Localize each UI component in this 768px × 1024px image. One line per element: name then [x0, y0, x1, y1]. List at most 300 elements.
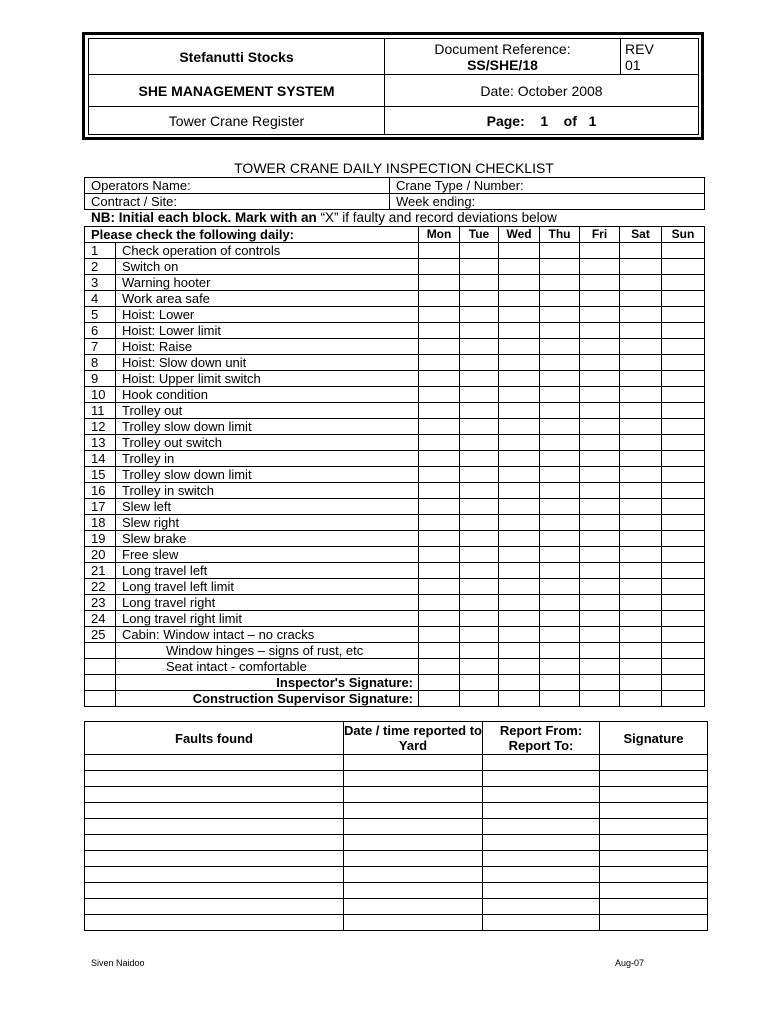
- fault-cell[interactable]: [344, 867, 483, 883]
- day-check-cell[interactable]: [419, 275, 460, 291]
- fault-cell[interactable]: [85, 819, 344, 835]
- day-check-cell[interactable]: [620, 627, 662, 643]
- day-check-cell[interactable]: [580, 419, 620, 435]
- day-check-cell[interactable]: [620, 563, 662, 579]
- fault-row: [85, 867, 708, 883]
- fault-cell[interactable]: [344, 883, 483, 899]
- fault-cell[interactable]: [600, 867, 708, 883]
- day-check-cell[interactable]: [662, 339, 705, 355]
- day-check-cell[interactable]: [419, 547, 460, 563]
- day-check-cell[interactable]: [499, 275, 540, 291]
- day-check-cell[interactable]: [419, 563, 460, 579]
- day-check-cell[interactable]: [580, 691, 620, 707]
- day-check-cell[interactable]: [662, 563, 705, 579]
- day-check-cell[interactable]: [620, 483, 662, 499]
- day-check-cell[interactable]: [540, 435, 580, 451]
- day-check-cell[interactable]: [662, 323, 705, 339]
- day-check-cell[interactable]: [662, 403, 705, 419]
- day-header: Wed: [499, 227, 540, 243]
- day-check-cell[interactable]: [460, 579, 499, 595]
- header-table: [88, 38, 699, 135]
- fault-cell[interactable]: [483, 755, 600, 771]
- day-check-cell[interactable]: [460, 275, 499, 291]
- fault-cell[interactable]: [600, 771, 708, 787]
- day-check-cell[interactable]: [580, 403, 620, 419]
- day-check-cell[interactable]: [662, 643, 705, 659]
- fault-cell[interactable]: [344, 899, 483, 915]
- day-check-cell[interactable]: [540, 531, 580, 547]
- day-check-cell[interactable]: [460, 403, 499, 419]
- day-check-cell[interactable]: [419, 243, 460, 259]
- day-check-cell[interactable]: [499, 579, 540, 595]
- day-check-cell[interactable]: [620, 435, 662, 451]
- item-text: Free slew: [116, 547, 419, 563]
- fault-cell[interactable]: [85, 771, 344, 787]
- fault-cell[interactable]: [483, 867, 600, 883]
- contract-site-field[interactable]: Contract / Site:: [85, 194, 390, 210]
- info-table: [84, 177, 705, 210]
- day-check-cell[interactable]: [499, 595, 540, 611]
- day-check-cell[interactable]: [460, 467, 499, 483]
- management-system: SHE MANAGEMENT SYSTEM: [89, 75, 385, 107]
- day-check-cell[interactable]: [419, 451, 460, 467]
- day-check-cell[interactable]: [460, 387, 499, 403]
- inspection-checklist: [84, 226, 705, 707]
- day-check-cell[interactable]: [499, 659, 540, 675]
- day-check-cell[interactable]: [419, 371, 460, 387]
- day-check-cell[interactable]: [580, 531, 620, 547]
- checklist-row: [85, 467, 705, 483]
- day-check-cell[interactable]: [620, 259, 662, 275]
- day-check-cell[interactable]: [460, 515, 499, 531]
- day-check-cell[interactable]: [662, 627, 705, 643]
- fault-cell[interactable]: [483, 819, 600, 835]
- day-check-cell[interactable]: [460, 547, 499, 563]
- day-check-cell[interactable]: [580, 483, 620, 499]
- day-check-cell[interactable]: [540, 499, 580, 515]
- day-check-cell[interactable]: [540, 675, 580, 691]
- item-number: 17: [85, 499, 116, 515]
- day-check-cell[interactable]: [620, 515, 662, 531]
- day-check-cell[interactable]: [620, 243, 662, 259]
- day-check-cell[interactable]: [540, 611, 580, 627]
- fault-cell[interactable]: [344, 755, 483, 771]
- day-check-cell[interactable]: [460, 435, 499, 451]
- day-check-cell[interactable]: [499, 531, 540, 547]
- day-check-cell[interactable]: [540, 563, 580, 579]
- day-check-cell[interactable]: [540, 403, 580, 419]
- day-check-cell[interactable]: [662, 691, 705, 707]
- day-check-cell[interactable]: [540, 467, 580, 483]
- fault-cell[interactable]: [600, 915, 708, 931]
- day-check-cell[interactable]: [620, 387, 662, 403]
- day-check-cell[interactable]: [540, 643, 580, 659]
- day-check-cell[interactable]: [662, 515, 705, 531]
- fault-cell[interactable]: [600, 883, 708, 899]
- day-check-cell[interactable]: [620, 595, 662, 611]
- checklist-row: [85, 515, 705, 531]
- day-check-cell[interactable]: [540, 275, 580, 291]
- item-number: 4: [85, 291, 116, 307]
- day-check-cell[interactable]: [662, 611, 705, 627]
- fault-cell[interactable]: [600, 851, 708, 867]
- fault-cell[interactable]: [344, 803, 483, 819]
- day-check-cell[interactable]: [580, 435, 620, 451]
- day-check-cell[interactable]: [580, 659, 620, 675]
- day-check-cell[interactable]: [620, 291, 662, 307]
- day-check-cell[interactable]: [662, 419, 705, 435]
- day-check-cell[interactable]: [580, 259, 620, 275]
- day-check-cell[interactable]: [499, 643, 540, 659]
- day-check-cell[interactable]: [580, 675, 620, 691]
- day-check-cell[interactable]: [662, 483, 705, 499]
- day-check-cell[interactable]: [419, 627, 460, 643]
- fault-cell[interactable]: [600, 819, 708, 835]
- day-check-cell[interactable]: [662, 355, 705, 371]
- fault-cell[interactable]: [85, 851, 344, 867]
- day-check-cell[interactable]: [662, 579, 705, 595]
- day-check-cell[interactable]: [499, 323, 540, 339]
- day-check-cell[interactable]: [580, 307, 620, 323]
- fault-cell[interactable]: [344, 819, 483, 835]
- fault-row: [85, 787, 708, 803]
- day-check-cell[interactable]: [620, 355, 662, 371]
- day-check-cell[interactable]: [499, 307, 540, 323]
- day-check-cell[interactable]: [580, 243, 620, 259]
- day-check-cell[interactable]: [620, 643, 662, 659]
- day-check-cell[interactable]: [460, 339, 499, 355]
- day-check-cell[interactable]: [460, 259, 499, 275]
- day-check-cell[interactable]: [460, 691, 499, 707]
- signature-label: Inspector's Signature:: [116, 675, 419, 691]
- day-check-cell[interactable]: [580, 515, 620, 531]
- faults-header: Signature: [600, 722, 708, 755]
- fault-cell[interactable]: [85, 787, 344, 803]
- day-check-cell[interactable]: [620, 451, 662, 467]
- day-check-cell[interactable]: [662, 499, 705, 515]
- day-check-cell[interactable]: [662, 531, 705, 547]
- item-number: 7: [85, 339, 116, 355]
- day-check-cell[interactable]: [540, 483, 580, 499]
- day-check-cell[interactable]: [580, 547, 620, 563]
- day-check-cell[interactable]: [460, 355, 499, 371]
- day-check-cell[interactable]: [499, 403, 540, 419]
- day-check-cell[interactable]: [540, 579, 580, 595]
- nb-rest: “X” if faulty and record deviations below: [320, 210, 557, 225]
- day-check-cell[interactable]: [419, 531, 460, 547]
- item-number: 22: [85, 579, 116, 595]
- day-check-cell[interactable]: [540, 659, 580, 675]
- item-text: Hoist: Lower limit: [116, 323, 419, 339]
- fault-row: [85, 755, 708, 771]
- faults-header: Faults found: [85, 722, 344, 755]
- day-check-cell[interactable]: [540, 323, 580, 339]
- day-check-cell[interactable]: [620, 579, 662, 595]
- day-check-cell[interactable]: [580, 467, 620, 483]
- day-check-cell[interactable]: [499, 243, 540, 259]
- fault-cell[interactable]: [344, 771, 483, 787]
- day-check-cell[interactable]: [499, 499, 540, 515]
- checklist-row: [85, 371, 705, 387]
- nb-bold: NB: Initial each block. Mark with an: [91, 210, 321, 225]
- day-check-cell[interactable]: [499, 515, 540, 531]
- day-check-cell[interactable]: [620, 611, 662, 627]
- day-check-cell[interactable]: [499, 467, 540, 483]
- fault-cell[interactable]: [85, 915, 344, 931]
- day-check-cell[interactable]: [662, 547, 705, 563]
- week-ending-field[interactable]: Week ending:: [390, 194, 705, 210]
- item-text: Hoist: Upper limit switch: [116, 371, 419, 387]
- day-check-cell[interactable]: [460, 483, 499, 499]
- day-check-cell[interactable]: [499, 627, 540, 643]
- day-check-cell[interactable]: [499, 291, 540, 307]
- fault-row: [85, 915, 708, 931]
- day-check-cell[interactable]: [460, 451, 499, 467]
- fault-cell[interactable]: [600, 787, 708, 803]
- fault-cell[interactable]: [483, 771, 600, 787]
- day-check-cell[interactable]: [419, 291, 460, 307]
- fault-cell[interactable]: [483, 915, 600, 931]
- day-check-cell[interactable]: [662, 467, 705, 483]
- fault-cell[interactable]: [483, 787, 600, 803]
- fault-cell[interactable]: [344, 851, 483, 867]
- day-check-cell[interactable]: [662, 243, 705, 259]
- day-check-cell[interactable]: [580, 499, 620, 515]
- day-check-cell[interactable]: [419, 659, 460, 675]
- day-check-cell[interactable]: [499, 387, 540, 403]
- day-check-cell[interactable]: [662, 371, 705, 387]
- day-check-cell[interactable]: [580, 643, 620, 659]
- day-check-cell[interactable]: [580, 371, 620, 387]
- day-check-cell[interactable]: [499, 611, 540, 627]
- day-check-cell[interactable]: [620, 547, 662, 563]
- item-number-empty: [85, 659, 116, 675]
- checklist-row: [85, 243, 705, 259]
- day-check-cell[interactable]: [580, 355, 620, 371]
- day-check-cell[interactable]: [419, 467, 460, 483]
- day-check-cell[interactable]: [499, 339, 540, 355]
- day-check-cell[interactable]: [419, 595, 460, 611]
- day-check-cell[interactable]: [540, 419, 580, 435]
- day-check-cell[interactable]: [460, 307, 499, 323]
- day-check-cell[interactable]: [460, 595, 499, 611]
- day-check-cell[interactable]: [620, 499, 662, 515]
- item-text: Trolley out switch: [116, 435, 419, 451]
- day-check-cell[interactable]: [460, 323, 499, 339]
- day-check-cell[interactable]: [419, 435, 460, 451]
- item-number-empty: [85, 643, 116, 659]
- day-check-cell[interactable]: [419, 419, 460, 435]
- day-check-cell[interactable]: [620, 691, 662, 707]
- page-total: 1: [588, 112, 597, 129]
- item-number: 19: [85, 531, 116, 547]
- day-check-cell[interactable]: [419, 307, 460, 323]
- day-check-cell[interactable]: [419, 339, 460, 355]
- day-check-cell[interactable]: [419, 483, 460, 499]
- day-check-cell[interactable]: [460, 371, 499, 387]
- day-check-cell[interactable]: [460, 675, 499, 691]
- day-check-cell[interactable]: [460, 419, 499, 435]
- day-check-cell[interactable]: [580, 611, 620, 627]
- day-check-cell[interactable]: [580, 627, 620, 643]
- day-check-cell[interactable]: [499, 435, 540, 451]
- fault-cell[interactable]: [600, 755, 708, 771]
- item-text: Hoist: Raise: [116, 339, 419, 355]
- day-check-cell[interactable]: [419, 323, 460, 339]
- day-check-cell[interactable]: [540, 627, 580, 643]
- item-number: 18: [85, 515, 116, 531]
- day-check-cell[interactable]: [419, 499, 460, 515]
- faults-header: Report From: Report To:: [483, 722, 600, 755]
- day-check-cell[interactable]: [460, 659, 499, 675]
- day-check-cell[interactable]: [662, 451, 705, 467]
- day-check-cell[interactable]: [580, 275, 620, 291]
- fault-cell[interactable]: [85, 803, 344, 819]
- day-check-cell[interactable]: [419, 403, 460, 419]
- day-check-cell[interactable]: [419, 515, 460, 531]
- day-check-cell[interactable]: [499, 563, 540, 579]
- fault-cell[interactable]: [600, 835, 708, 851]
- day-check-cell[interactable]: [499, 371, 540, 387]
- day-check-cell[interactable]: [580, 451, 620, 467]
- day-check-cell[interactable]: [460, 563, 499, 579]
- fault-cell[interactable]: [600, 803, 708, 819]
- day-check-cell[interactable]: [499, 451, 540, 467]
- fault-cell[interactable]: [344, 787, 483, 803]
- fault-cell[interactable]: [483, 803, 600, 819]
- day-check-cell[interactable]: [662, 387, 705, 403]
- day-check-cell[interactable]: [499, 355, 540, 371]
- fault-cell[interactable]: [483, 851, 600, 867]
- day-check-cell[interactable]: [460, 499, 499, 515]
- day-check-cell[interactable]: [662, 595, 705, 611]
- day-check-cell[interactable]: [620, 467, 662, 483]
- day-check-cell[interactable]: [580, 563, 620, 579]
- day-check-cell[interactable]: [662, 435, 705, 451]
- day-check-cell[interactable]: [662, 675, 705, 691]
- day-check-cell[interactable]: [499, 675, 540, 691]
- day-check-cell[interactable]: [580, 387, 620, 403]
- day-check-cell[interactable]: [540, 259, 580, 275]
- fault-cell[interactable]: [483, 899, 600, 915]
- day-check-cell[interactable]: [460, 531, 499, 547]
- day-check-cell[interactable]: [580, 323, 620, 339]
- day-check-cell[interactable]: [460, 643, 499, 659]
- day-check-cell[interactable]: [540, 291, 580, 307]
- item-number: 24: [85, 611, 116, 627]
- day-check-cell[interactable]: [419, 611, 460, 627]
- day-check-cell[interactable]: [419, 387, 460, 403]
- day-check-cell[interactable]: [540, 243, 580, 259]
- day-check-cell[interactable]: [499, 691, 540, 707]
- fault-cell[interactable]: [85, 755, 344, 771]
- fault-cell[interactable]: [85, 899, 344, 915]
- checklist-row: [85, 275, 705, 291]
- day-header: Thu: [540, 227, 580, 243]
- item-text: Cabin: Window intact – no cracks: [116, 627, 419, 643]
- crane-type-field[interactable]: Crane Type / Number:: [390, 178, 705, 194]
- nb-instruction: [91, 210, 557, 225]
- fault-cell[interactable]: [85, 867, 344, 883]
- day-check-cell[interactable]: [419, 691, 460, 707]
- signature-label: Construction Supervisor Signature:: [116, 691, 419, 707]
- day-check-cell[interactable]: [460, 627, 499, 643]
- day-check-cell[interactable]: [460, 243, 499, 259]
- day-check-cell[interactable]: [580, 291, 620, 307]
- fault-cell[interactable]: [483, 835, 600, 851]
- day-check-cell[interactable]: [620, 403, 662, 419]
- day-check-cell[interactable]: [620, 419, 662, 435]
- day-check-cell[interactable]: [540, 387, 580, 403]
- day-check-cell[interactable]: [540, 355, 580, 371]
- day-check-cell[interactable]: [620, 307, 662, 323]
- item-text: Trolley slow down limit: [116, 467, 419, 483]
- operators-name-field[interactable]: Operators Name:: [85, 178, 390, 194]
- checklist-subrow: [85, 643, 705, 659]
- day-check-cell[interactable]: [540, 339, 580, 355]
- fault-cell[interactable]: [344, 835, 483, 851]
- day-check-cell[interactable]: [499, 483, 540, 499]
- day-check-cell[interactable]: [419, 643, 460, 659]
- sub-item-text: Seat intact - comfortable: [116, 659, 419, 675]
- day-check-cell[interactable]: [620, 371, 662, 387]
- day-check-cell[interactable]: [540, 691, 580, 707]
- day-check-cell[interactable]: [620, 675, 662, 691]
- day-check-cell[interactable]: [419, 355, 460, 371]
- day-check-cell[interactable]: [620, 339, 662, 355]
- fault-cell[interactable]: [85, 835, 344, 851]
- day-check-cell[interactable]: [620, 531, 662, 547]
- day-check-cell[interactable]: [580, 579, 620, 595]
- day-check-cell[interactable]: [620, 275, 662, 291]
- day-check-cell[interactable]: [662, 275, 705, 291]
- day-check-cell[interactable]: [419, 675, 460, 691]
- day-check-cell[interactable]: [499, 259, 540, 275]
- day-check-cell[interactable]: [419, 259, 460, 275]
- day-check-cell[interactable]: [419, 579, 460, 595]
- day-check-cell[interactable]: [540, 371, 580, 387]
- day-check-cell[interactable]: [540, 547, 580, 563]
- day-check-cell[interactable]: [540, 515, 580, 531]
- day-check-cell[interactable]: [580, 595, 620, 611]
- day-check-cell[interactable]: [662, 307, 705, 323]
- fault-cell[interactable]: [483, 883, 600, 899]
- day-check-cell[interactable]: [460, 611, 499, 627]
- day-check-cell[interactable]: [499, 547, 540, 563]
- day-header: Sun: [662, 227, 705, 243]
- day-check-cell[interactable]: [540, 595, 580, 611]
- fault-cell[interactable]: [344, 915, 483, 931]
- day-check-cell[interactable]: [662, 659, 705, 675]
- day-check-cell[interactable]: [580, 339, 620, 355]
- fault-cell[interactable]: [600, 899, 708, 915]
- doc-ref-value: SS/SHE/18: [467, 56, 538, 73]
- day-check-cell[interactable]: [620, 323, 662, 339]
- item-text: Slew left: [116, 499, 419, 515]
- day-check-cell[interactable]: [662, 259, 705, 275]
- item-number: 2: [85, 259, 116, 275]
- day-check-cell[interactable]: [540, 307, 580, 323]
- item-number: 9: [85, 371, 116, 387]
- fault-cell[interactable]: [85, 883, 344, 899]
- day-check-cell[interactable]: [540, 451, 580, 467]
- item-number: 25: [85, 627, 116, 643]
- item-number: 15: [85, 467, 116, 483]
- day-check-cell[interactable]: [662, 291, 705, 307]
- day-check-cell[interactable]: [460, 291, 499, 307]
- day-check-cell[interactable]: [499, 419, 540, 435]
- day-check-cell[interactable]: [620, 659, 662, 675]
